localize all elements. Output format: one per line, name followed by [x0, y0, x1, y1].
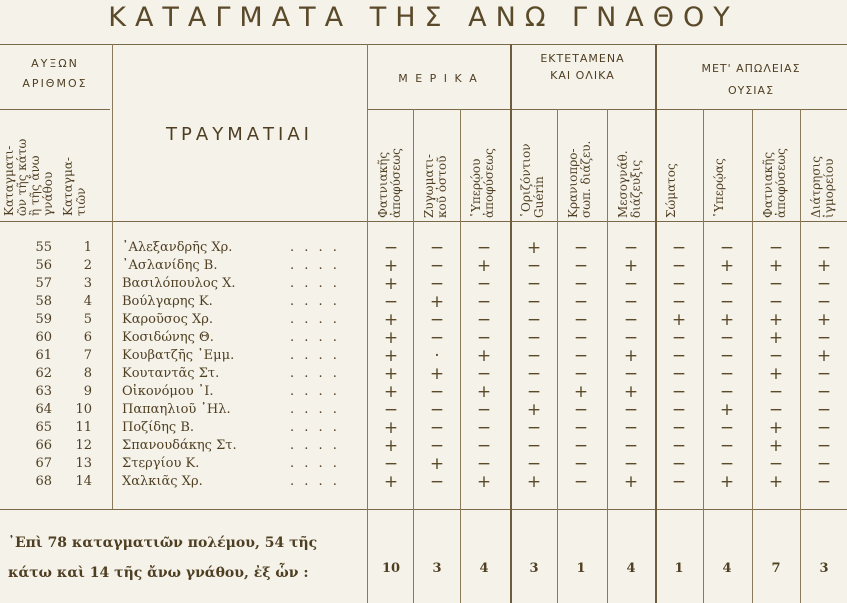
row-patient-name: ᾿Αλεξανδρῆς Χρ. — [122, 240, 233, 255]
row-serial-overall: 57 — [35, 276, 52, 291]
total-value: 3 — [819, 561, 829, 576]
row-mark: − — [383, 238, 399, 258]
row-mark: − — [719, 382, 735, 402]
column-header: Μεσογνάθ. διάζευξις — [616, 150, 643, 218]
row-mark: − — [429, 400, 445, 420]
row-mark: − — [526, 328, 542, 348]
row-leader-dots: . . . . — [290, 348, 340, 363]
row-serial-overall: 68 — [35, 474, 52, 489]
row-mark: − — [573, 454, 589, 474]
row-mark: − — [671, 274, 687, 294]
row-serial: 8 — [83, 366, 92, 381]
row-patient-name: ᾿Ασλανίδης Β. — [122, 258, 218, 273]
row-patient-name: Ποζίδης Β. — [122, 420, 195, 435]
rule-serial-group — [0, 109, 110, 110]
row-mark: − — [429, 310, 445, 330]
row-mark: − — [429, 328, 445, 348]
row-mark: − — [429, 256, 445, 276]
row-mark: + — [429, 454, 445, 474]
row-mark: − — [429, 382, 445, 402]
row-mark: + — [816, 346, 832, 366]
row-mark: + — [719, 400, 735, 420]
row-mark: − — [671, 328, 687, 348]
row-mark: − — [573, 472, 589, 492]
row-serial-overall: 59 — [35, 312, 52, 327]
row-mark: − — [768, 238, 784, 258]
row-leader-dots: . . . . — [290, 312, 340, 327]
row-mark: − — [476, 292, 492, 312]
row-mark: − — [816, 274, 832, 294]
row-mark: + — [719, 472, 735, 492]
row-mark: − — [623, 328, 639, 348]
row-mark: − — [476, 436, 492, 456]
row-mark: + — [719, 256, 735, 276]
row-mark: − — [671, 346, 687, 366]
row-mark: − — [671, 382, 687, 402]
column-header: ῾Υπερῴου ἀποφύσεως — [469, 148, 496, 218]
row-mark: + — [768, 364, 784, 384]
row-mark: + — [383, 364, 399, 384]
row-mark: − — [816, 436, 832, 456]
row-mark: − — [573, 238, 589, 258]
row-mark: − — [623, 238, 639, 258]
total-value: 3 — [432, 561, 442, 576]
row-patient-name: Οἰκονόμου ᾿Ι. — [122, 384, 214, 399]
row-patient-name: Καροῦσος Χρ. — [122, 312, 214, 327]
row-serial-overall: 64 — [35, 402, 52, 417]
row-mark: − — [719, 346, 735, 366]
row-mark: + — [768, 436, 784, 456]
row-serial-overall: 58 — [35, 294, 52, 309]
row-patient-name: Στεργίου Κ. — [122, 456, 200, 471]
row-mark: + — [383, 418, 399, 438]
row-mark: + — [816, 256, 832, 276]
row-mark: − — [476, 400, 492, 420]
row-mark: − — [768, 454, 784, 474]
row-patient-name: Κουβατζῆς ᾿Εμμ. — [122, 348, 235, 363]
row-mark: + — [623, 346, 639, 366]
row-mark: + — [476, 472, 492, 492]
row-mark: − — [623, 292, 639, 312]
row-mark: − — [526, 418, 542, 438]
row-mark: − — [526, 292, 542, 312]
row-mark: − — [476, 238, 492, 258]
footer-line-2: κάτω καὶ 14 τῆς ἄνω γνάθου, ἐξ ὧν : — [8, 565, 309, 581]
row-mark: − — [768, 382, 784, 402]
row-mark: − — [768, 346, 784, 366]
row-serial-overall: 60 — [35, 330, 52, 345]
row-mark: + — [573, 382, 589, 402]
row-leader-dots: . . . . — [290, 258, 340, 273]
names-column-header: ΤΡΑΥΜΑΤΙΑΙ — [166, 124, 313, 145]
row-mark: − — [573, 328, 589, 348]
total-value: 4 — [626, 561, 636, 576]
group-header-partial: Μ Ε Ρ Ι Κ Α — [398, 72, 479, 85]
row-mark: + — [383, 436, 399, 456]
row-mark: − — [816, 382, 832, 402]
row-mark: − — [671, 436, 687, 456]
row-serial-overall: 66 — [35, 438, 52, 453]
row-mark: + — [768, 256, 784, 276]
footer-line-1: ᾿Επὶ 78 καταγματιῶν πολέμου, 54 τῆς — [8, 535, 318, 551]
row-mark: − — [573, 418, 589, 438]
row-mark: + — [719, 310, 735, 330]
row-mark: − — [671, 454, 687, 474]
row-mark: − — [623, 454, 639, 474]
serial-group-header: ΑΥΞΩΝ ΑΡΙΘΜΟΣ — [22, 57, 88, 90]
row-mark: − — [623, 274, 639, 294]
row-mark: − — [383, 454, 399, 474]
column-header: Φατνιακῆς ἀποφύσεως — [376, 148, 403, 218]
row-mark: − — [476, 454, 492, 474]
row-mark: − — [719, 238, 735, 258]
column-header: Κρανιοπρο- σωπ. διάζευ. — [566, 140, 593, 218]
row-serial: 4 — [83, 294, 92, 309]
total-value: 1 — [674, 561, 684, 576]
row-mark: − — [623, 418, 639, 438]
total-value: 3 — [529, 561, 539, 576]
row-leader-dots: . . . . — [290, 330, 340, 345]
row-mark: + — [476, 346, 492, 366]
row-mark: + — [768, 310, 784, 330]
row-mark: − — [623, 364, 639, 384]
row-mark: − — [623, 310, 639, 330]
row-mark: − — [671, 292, 687, 312]
row-mark: + — [383, 346, 399, 366]
row-mark: − — [526, 454, 542, 474]
row-mark: − — [816, 292, 832, 312]
row-mark: + — [383, 256, 399, 276]
row-mark: − — [429, 436, 445, 456]
row-leader-dots: . . . . — [290, 420, 340, 435]
row-mark: + — [768, 328, 784, 348]
rule-top — [0, 44, 847, 45]
row-mark: − — [719, 454, 735, 474]
row-mark: − — [816, 454, 832, 474]
row-serial: 2 — [83, 258, 92, 273]
row-leader-dots: . . . . — [290, 366, 340, 381]
group-header-loss: ΜΕΤ' ΑΠΩΛΕΙΑΣ ΟΥΣΙΑΣ — [701, 62, 801, 97]
row-mark: − — [429, 238, 445, 258]
row-mark: − — [671, 238, 687, 258]
row-mark: − — [573, 292, 589, 312]
total-value: 1 — [576, 561, 586, 576]
row-patient-name: Βασιλόπουλος Χ. — [122, 276, 236, 291]
row-mark: − — [573, 274, 589, 294]
footer-summary — [8, 528, 317, 588]
row-serial: 1 — [83, 240, 92, 255]
row-mark: − — [526, 256, 542, 276]
row-mark: + — [768, 472, 784, 492]
row-leader-dots: . . . . — [290, 240, 340, 255]
row-mark: − — [816, 400, 832, 420]
row-serial-overall: 63 — [35, 384, 52, 399]
row-serial: 5 — [83, 312, 92, 327]
row-mark: + — [429, 364, 445, 384]
row-mark: − — [429, 418, 445, 438]
row-mark: − — [476, 328, 492, 348]
row-mark: − — [526, 310, 542, 330]
row-leader-dots: . . . . — [290, 474, 340, 489]
row-serial: 9 — [83, 384, 92, 399]
row-patient-name: Κοσιδώνης Θ. — [122, 330, 214, 345]
row-mark: − — [383, 400, 399, 420]
row-mark: − — [768, 292, 784, 312]
row-mark: − — [816, 238, 832, 258]
total-value: 4 — [479, 561, 489, 576]
row-mark: + — [429, 292, 445, 312]
row-mark: − — [671, 364, 687, 384]
row-mark: + — [383, 382, 399, 402]
row-mark: − — [383, 292, 399, 312]
total-value: 10 — [381, 561, 401, 576]
row-serial: 3 — [83, 276, 92, 291]
row-mark: + — [671, 310, 687, 330]
row-mark: − — [573, 346, 589, 366]
row-leader-dots: . . . . — [290, 276, 340, 291]
row-leader-dots: . . . . — [290, 402, 340, 417]
row-mark: − — [816, 472, 832, 492]
serial-col1-header: Καταγματι- ῶν τῆς κάτω ἢ τῆς ἄνω γνάθου — [2, 138, 55, 216]
row-mark: + — [623, 472, 639, 492]
row-mark: − — [623, 436, 639, 456]
row-mark: + — [383, 472, 399, 492]
row-mark: − — [671, 400, 687, 420]
row-mark: − — [623, 400, 639, 420]
row-mark: + — [526, 400, 542, 420]
row-mark: + — [768, 418, 784, 438]
row-mark: − — [719, 436, 735, 456]
row-mark: − — [671, 418, 687, 438]
rule-names-left — [112, 44, 113, 509]
row-mark: − — [671, 472, 687, 492]
row-patient-name: Παπαηλιοῦ ᾿Ηλ. — [122, 402, 231, 417]
row-mark: − — [719, 292, 735, 312]
column-header: Ζυγωματι- κοῦ ὀστοῦ — [422, 154, 449, 218]
row-mark: − — [476, 364, 492, 384]
row-mark: − — [719, 418, 735, 438]
row-mark: − — [573, 436, 589, 456]
row-mark: − — [768, 400, 784, 420]
column-header: Διάτρησις ἰγμορείου — [809, 156, 836, 218]
row-patient-name: Βούλγαρης Κ. — [122, 294, 213, 309]
row-mark: − — [719, 274, 735, 294]
row-mark: − — [573, 310, 589, 330]
row-mark: − — [719, 364, 735, 384]
row-mark: − — [768, 274, 784, 294]
row-serial-overall: 61 — [35, 348, 52, 363]
row-mark: + — [526, 472, 542, 492]
row-mark: − — [719, 328, 735, 348]
row-mark: + — [526, 238, 542, 258]
row-serial: 14 — [75, 474, 92, 489]
row-mark: + — [816, 310, 832, 330]
row-mark: + — [623, 256, 639, 276]
row-serial: 6 — [83, 330, 92, 345]
row-mark: − — [526, 346, 542, 366]
row-patient-name: Χαλκιᾶς Χρ. — [122, 474, 203, 489]
row-mark: + — [383, 274, 399, 294]
row-serial-overall: 56 — [35, 258, 52, 273]
row-mark: − — [573, 256, 589, 276]
row-mark: − — [429, 472, 445, 492]
column-header: Φατνιακῆς ἀποφύσεως — [761, 148, 788, 218]
row-mark: − — [476, 418, 492, 438]
row-mark: − — [476, 310, 492, 330]
row-mark: − — [573, 400, 589, 420]
row-mark: − — [816, 328, 832, 348]
row-serial: 10 — [75, 402, 92, 417]
row-serial-overall: 55 — [35, 240, 52, 255]
row-mark: + — [623, 382, 639, 402]
column-header: Σώματος — [664, 163, 678, 218]
page-title: ΚΑΤΑΓΜΑΤΑ ΤΗΣ ΑΝΩ ΓΝΑΘΟΥ — [108, 2, 739, 33]
row-serial: 11 — [75, 420, 92, 435]
row-mark: + — [383, 328, 399, 348]
row-leader-dots: . . . . — [290, 384, 340, 399]
total-value: 7 — [771, 561, 781, 576]
column-header: ῾Οριζόντιον Guérin — [519, 143, 546, 218]
row-mark: − — [526, 364, 542, 384]
row-mark: + — [476, 382, 492, 402]
group-header-extensive: ΕΚΤΕΤΑΜΕΝΑ ΚΑΙ ΟΛΙΚΑ — [540, 52, 625, 82]
row-patient-name: Κουταντᾶς Στ. — [122, 366, 220, 381]
row-mark: + — [383, 310, 399, 330]
column-header: ῾Υπερῴας — [712, 158, 726, 218]
row-leader-dots: . . . . — [290, 438, 340, 453]
serial-col2-header: Καταγμα- τιῶν — [61, 157, 88, 216]
row-mark: + — [476, 256, 492, 276]
row-mark: − — [476, 274, 492, 294]
row-mark: − — [816, 364, 832, 384]
row-serial: 13 — [75, 456, 92, 471]
row-serial-overall: 62 — [35, 366, 52, 381]
row-leader-dots: . . . . — [290, 294, 340, 309]
rule-header-bottom — [0, 221, 847, 222]
row-serial: 7 — [83, 348, 92, 363]
row-serial-overall: 67 — [35, 456, 52, 471]
total-value: 4 — [722, 561, 732, 576]
row-mark: − — [526, 436, 542, 456]
row-patient-name: Σπανουδάκης Στ. — [122, 438, 237, 453]
row-mark: − — [671, 256, 687, 276]
row-serial-overall: 65 — [35, 420, 52, 435]
row-mark: − — [526, 274, 542, 294]
row-mark: · — [434, 346, 440, 366]
rule-footer-top — [0, 509, 847, 510]
row-leader-dots: . . . . — [290, 456, 340, 471]
row-mark: − — [429, 274, 445, 294]
row-mark: − — [816, 418, 832, 438]
row-mark: − — [573, 364, 589, 384]
row-serial: 12 — [75, 438, 92, 453]
row-mark: − — [526, 382, 542, 402]
